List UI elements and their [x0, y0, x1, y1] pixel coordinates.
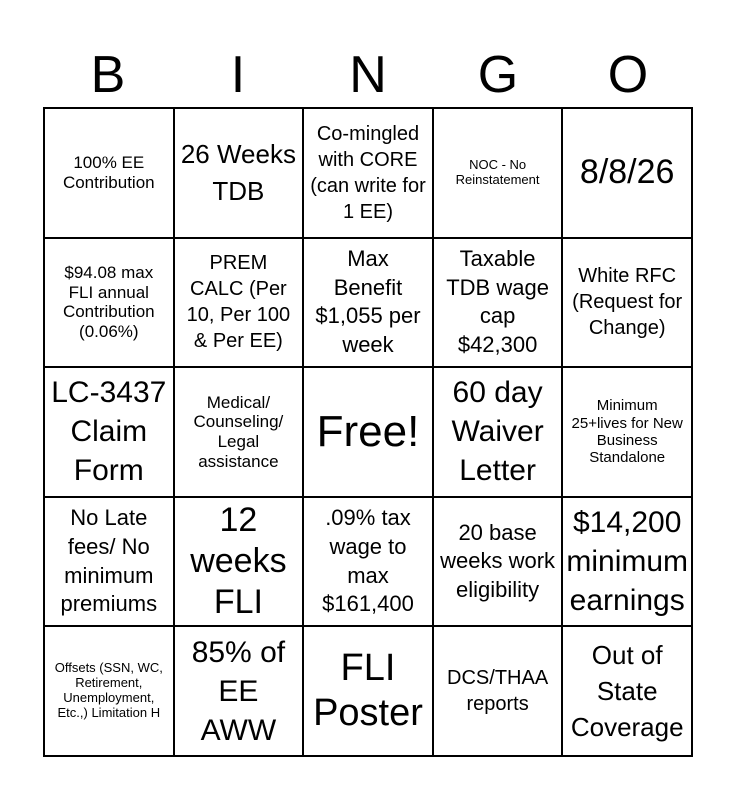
bingo-cell[interactable]: .09% tax wage to max $161,400: [303, 497, 433, 627]
bingo-free-space[interactable]: Free!: [303, 367, 433, 497]
bingo-cell[interactable]: No Late fees/ No minimum premiums: [44, 497, 174, 627]
header-letter-n: N: [349, 46, 387, 104]
bingo-cell[interactable]: PREM CALC (Per 10, Per 100 & Per EE): [174, 238, 304, 368]
bingo-cell[interactable]: 26 Weeks TDB: [174, 108, 304, 238]
bingo-cell[interactable]: 8/8/26: [562, 108, 692, 238]
header-letter-g: G: [477, 46, 519, 104]
bingo-cell[interactable]: LC-3437 Claim Form: [44, 367, 174, 497]
bingo-cell[interactable]: $14,200 minimum earnings: [562, 497, 692, 627]
bingo-cell[interactable]: Minimum 25+lives for New Business Standalone: [562, 367, 692, 497]
bingo-cell[interactable]: White RFC (Request for Change): [562, 238, 692, 368]
bingo-cell[interactable]: Taxable TDB wage cap $42,300: [433, 238, 563, 368]
bingo-cell[interactable]: DCS/THAA reports: [433, 626, 563, 756]
bingo-cell[interactable]: Out of State Coverage: [562, 626, 692, 756]
bingo-card-grid: [43, 107, 693, 757]
bingo-cell[interactable]: NOC - No Reinstatement: [433, 108, 563, 238]
bingo-cell[interactable]: 85% of EE AWW: [174, 626, 304, 756]
bingo-cell[interactable]: 100% EE Contribution: [44, 108, 174, 238]
bingo-cell[interactable]: 12 weeks FLI: [174, 497, 304, 627]
bingo-cell[interactable]: FLI Poster: [303, 626, 433, 756]
header-letter-i: I: [230, 46, 246, 104]
header-letter-b: B: [90, 46, 126, 104]
bingo-cell[interactable]: $94.08 max FLI annual Contribution (0.06%): [44, 238, 174, 368]
bingo-cell[interactable]: Medical/ Counseling/ Legal assistance: [174, 367, 304, 497]
bingo-cell[interactable]: Max Benefit $1,055 per week: [303, 238, 433, 368]
bingo-cell[interactable]: 20 base weeks work eligibility: [433, 497, 563, 627]
bingo-cell[interactable]: Offsets (SSN, WC, Retirement, Unemployment, Etc.,) Limitation H: [44, 626, 174, 756]
bingo-header: [43, 40, 693, 110]
header-letter-o: O: [607, 46, 649, 104]
bingo-cell[interactable]: Co-mingled with CORE (can write for 1 EE): [303, 108, 433, 238]
bingo-cell[interactable]: 60 day Waiver Letter: [433, 367, 563, 497]
